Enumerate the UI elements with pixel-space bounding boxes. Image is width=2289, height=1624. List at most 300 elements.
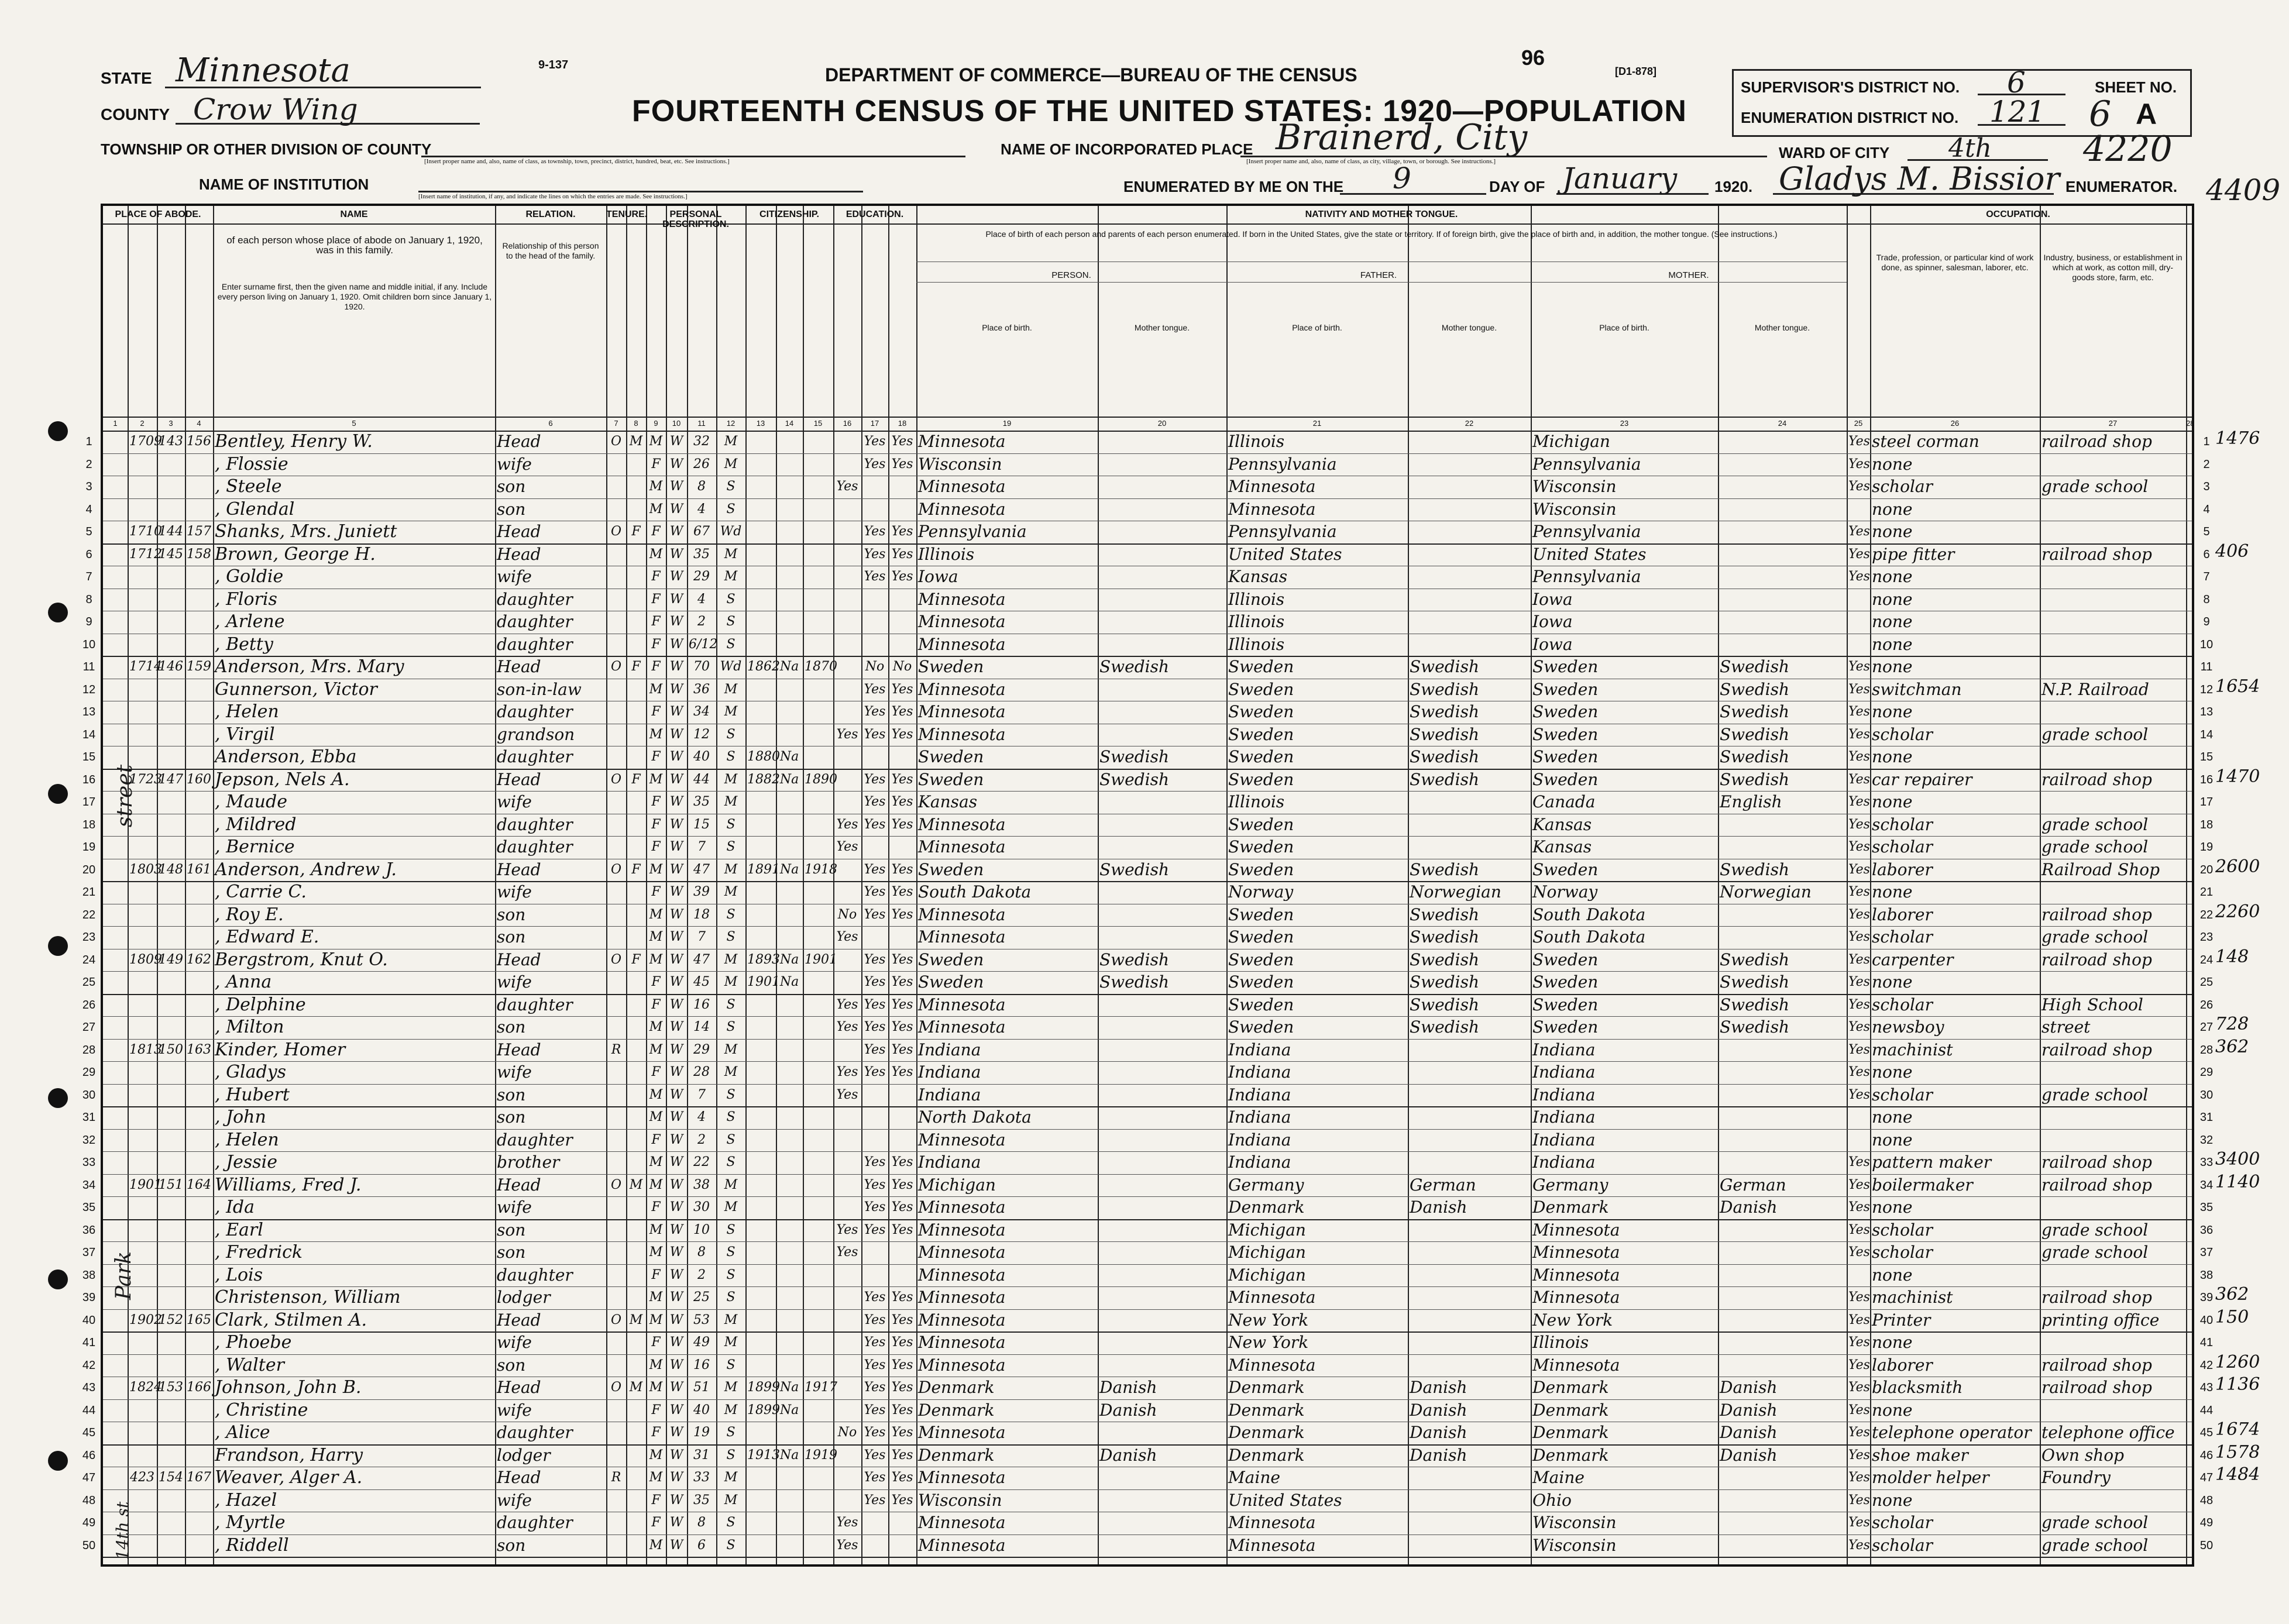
- row-number: 45: [82, 1426, 96, 1439]
- cell-sex: F: [651, 636, 661, 652]
- cell-sch: Yes: [836, 817, 858, 832]
- cell-ftongue: Swedish: [1410, 702, 1479, 721]
- cell-read: Yes: [864, 1155, 886, 1169]
- cell-race: W: [669, 727, 683, 742]
- row-number: 16: [82, 773, 96, 786]
- cell-pob: Minnesota: [918, 724, 1006, 744]
- cell-rel: Head: [497, 1378, 541, 1397]
- cell-mpob: Iowa: [1532, 589, 1573, 609]
- cell-sex: M: [649, 1357, 663, 1372]
- cell-sex: F: [651, 1200, 661, 1214]
- cell-house: 1710: [129, 524, 162, 539]
- cell-mpob: Maine: [1532, 1468, 1585, 1487]
- cell-race: W: [669, 1492, 683, 1508]
- cell-rel: daughter: [497, 612, 573, 631]
- cell-mar: S: [726, 749, 735, 764]
- cell-write: Yes: [891, 546, 913, 562]
- side-note-street: street: [113, 764, 138, 828]
- father-header: FATHER.: [1360, 270, 1397, 280]
- cell-age: 8: [697, 1515, 706, 1530]
- cell-occ: none: [1872, 499, 1913, 519]
- row-number: 26: [82, 998, 96, 1011]
- column-number: 10: [672, 419, 681, 428]
- row-number: 31: [82, 1111, 96, 1124]
- cell-age: 8: [697, 1245, 706, 1260]
- cell-read: Yes: [864, 434, 886, 449]
- name-description: of each person whose place of abode on January 1, 1920, was in this family.: [226, 235, 483, 256]
- cell-ind: railroad shop: [2041, 1355, 2152, 1375]
- cell-imm: 1901: [747, 975, 780, 989]
- cell-name: , Phoebe: [215, 1332, 292, 1353]
- cell-name: , Floris: [215, 589, 277, 610]
- cell-rel: son: [497, 1017, 526, 1037]
- cell-race: W: [669, 479, 683, 494]
- cell-read: Yes: [864, 1492, 886, 1508]
- cell-write: Yes: [891, 1065, 913, 1079]
- cell-mpob: Indiana: [1532, 1062, 1596, 1082]
- cell-name: Williams, Fred J.: [215, 1174, 362, 1195]
- department-heading: DEPARTMENT OF COMMERCE—BUREAU OF THE CENSUS: [825, 64, 1357, 85]
- cell-rel: daughter: [497, 634, 573, 654]
- cell-fpob: Sweden: [1228, 657, 1294, 676]
- row-number: 29: [82, 1066, 96, 1079]
- row-number-right: 22: [2199, 908, 2214, 921]
- cell-mpob: Sweden: [1532, 859, 1599, 879]
- cell-eng: Yes: [1848, 659, 1870, 674]
- cell-mar: M: [724, 1200, 738, 1214]
- cell-ind: grade school: [2041, 477, 2149, 496]
- column-number: 25: [1854, 419, 1863, 428]
- cell-eng: Yes: [1848, 456, 1870, 472]
- cell-race: W: [669, 930, 683, 944]
- column-number: 22: [1465, 419, 1474, 428]
- cell-rel: wife: [497, 882, 532, 902]
- cell-fpob: Illinois: [1228, 792, 1285, 811]
- cell-eng: Yes: [1848, 479, 1870, 494]
- census-table: [82, 204, 2260, 1567]
- cell-eng: Yes: [1848, 546, 1870, 562]
- cell-mpob: Sweden: [1532, 972, 1599, 992]
- margin-code: 1674: [2215, 1419, 2260, 1440]
- cell-mtongue: Swedish: [1720, 747, 1789, 766]
- cell-name: , Glendal: [215, 498, 295, 519]
- margin-code: 2600: [2215, 856, 2260, 877]
- cell-fpob: New York: [1228, 1310, 1309, 1330]
- cell-rel: daughter: [497, 1265, 573, 1285]
- enumeration-month: January: [1562, 161, 1678, 195]
- cell-imm: 1899: [747, 1402, 780, 1417]
- cell-house: 1901: [129, 1177, 162, 1192]
- cell-ftongue: Swedish: [1410, 904, 1479, 924]
- cell-mpob: Illinois: [1532, 1333, 1589, 1352]
- cell-race: W: [669, 975, 683, 989]
- cell-fpob: Germany: [1228, 1175, 1304, 1195]
- cell-occ: none: [1872, 702, 1913, 721]
- cell-mpob: Sweden: [1532, 1017, 1599, 1037]
- cell-rel: lodger: [497, 1288, 551, 1307]
- cell-name: , Christine: [215, 1399, 308, 1420]
- cell-mpob: Wisconsin: [1532, 1535, 1617, 1555]
- cell-pob: Sweden: [918, 657, 984, 676]
- cell-name: , Milton: [215, 1017, 284, 1037]
- cell-mar: M: [724, 569, 738, 584]
- cell-sex: M: [649, 952, 663, 967]
- cell-age: 16: [693, 1357, 710, 1372]
- row-number: 20: [82, 863, 96, 876]
- cell-mpob: Denmark: [1532, 1423, 1609, 1442]
- cell-age: 49: [693, 1335, 710, 1350]
- cell-age: 19: [693, 1425, 710, 1440]
- cell-fpob: Denmark: [1228, 1445, 1305, 1465]
- cell-age: 2: [697, 1267, 706, 1282]
- cell-read: Yes: [864, 1357, 886, 1372]
- cell-mpob: Minnesota: [1532, 1220, 1620, 1240]
- cell-own: R: [611, 1470, 621, 1485]
- cell-fpob: Sweden: [1228, 724, 1294, 744]
- cell-mpob: Sweden: [1532, 657, 1599, 676]
- row-number-right: 41: [2199, 1336, 2214, 1349]
- cell-mort: M: [629, 1380, 643, 1395]
- cell-rel: daughter: [497, 814, 573, 834]
- cell-rel: daughter: [497, 1423, 573, 1442]
- cell-read: Yes: [864, 885, 886, 899]
- cell-ftongue: Danish: [1410, 1445, 1467, 1465]
- cell-age: 38: [693, 1177, 710, 1192]
- cell-write: Yes: [891, 1222, 913, 1237]
- place-label: NAME OF INCORPORATED PLACE: [1001, 140, 1253, 158]
- cell-eng: Yes: [1848, 862, 1870, 877]
- cell-dwell: 146: [159, 659, 183, 674]
- cell-occ: laborer: [1872, 904, 1933, 924]
- cell-name: , Carrie C.: [215, 882, 307, 902]
- cell-fpob: Sweden: [1228, 904, 1294, 924]
- cell-read: Yes: [864, 1020, 886, 1034]
- row-number: 39: [82, 1291, 96, 1304]
- cell-fpob: Indiana: [1228, 1062, 1291, 1082]
- cell-write: Yes: [891, 1425, 913, 1440]
- row-number: 14: [82, 728, 96, 741]
- column-group-5: CITIZENSHIP.: [759, 209, 819, 219]
- mother-header: MOTHER.: [1668, 270, 1709, 280]
- row-number-right: 48: [2199, 1494, 2214, 1507]
- cell-mar: S: [726, 1020, 735, 1034]
- column-number: 4: [197, 419, 201, 428]
- column-number: 27: [2108, 419, 2118, 428]
- cell-name: , Lois: [215, 1264, 263, 1285]
- cell-name: , Anna: [215, 972, 272, 992]
- cell-race: W: [669, 839, 683, 854]
- cell-fpob: United States: [1228, 544, 1342, 564]
- cell-nat: Na: [779, 1380, 799, 1395]
- cell-read: Yes: [864, 1335, 886, 1350]
- cell-race: W: [669, 1425, 683, 1440]
- cell-race: W: [669, 1537, 683, 1553]
- cell-mtongue: Swedish: [1720, 724, 1789, 744]
- row-number-right: 37: [2199, 1246, 2214, 1259]
- cell-imm: 1893: [747, 952, 780, 967]
- cell-mar: S: [726, 1357, 735, 1372]
- cell-pob: Minnesota: [918, 995, 1006, 1014]
- row-number-right: 40: [2199, 1313, 2214, 1327]
- cell-occ: machinist: [1872, 1040, 1953, 1059]
- cell-mpob: Minnesota: [1532, 1265, 1620, 1285]
- cell-race: W: [669, 907, 683, 922]
- row-number-right: 32: [2199, 1133, 2214, 1147]
- cell-mpob: Wisconsin: [1532, 1513, 1617, 1532]
- cell-sex: F: [651, 524, 661, 539]
- cell-write: Yes: [891, 1357, 913, 1372]
- column-number: 19: [1002, 419, 1012, 428]
- cell-mar: S: [726, 636, 735, 652]
- column-number: 21: [1312, 419, 1322, 428]
- cell-fpob: Maine: [1228, 1468, 1280, 1487]
- cell-sex: F: [651, 659, 661, 674]
- cell-fpob: Sweden: [1228, 814, 1294, 834]
- column-group-2: RELATION.: [525, 209, 576, 219]
- cell-read: Yes: [864, 862, 886, 877]
- cell-mpob: Indiana: [1532, 1040, 1596, 1059]
- cell-mpob: Kansas: [1532, 837, 1592, 856]
- cell-mort: F: [631, 772, 641, 787]
- sheet-stamp: 96: [1521, 46, 1545, 70]
- cell-pob: Minnesota: [918, 904, 1006, 924]
- cell-name: , Steele: [215, 476, 282, 497]
- cell-mpob: Michigan: [1532, 432, 1610, 451]
- cell-mpob: Iowa: [1532, 612, 1573, 631]
- cell-eng: Yes: [1848, 1222, 1870, 1237]
- column-group-6: EDUCATION.: [846, 209, 904, 219]
- cell-write: Yes: [891, 997, 913, 1012]
- cell-rel: daughter: [497, 837, 573, 856]
- cell-nat: Na: [779, 952, 799, 967]
- cell-fpob: Illinois: [1228, 612, 1285, 631]
- cell-rel: wife: [497, 454, 532, 474]
- column-number: 8: [634, 419, 638, 428]
- cell-ind: grade school: [2041, 837, 2149, 856]
- cell-race: W: [669, 659, 683, 674]
- cell-occ: laborer: [1872, 859, 1933, 879]
- cell-mort: M: [629, 434, 643, 449]
- cell-occ: scholar: [1872, 814, 1933, 834]
- cell-age: 31: [693, 1447, 710, 1463]
- cell-sex: F: [651, 749, 661, 764]
- cell-sex: F: [651, 975, 661, 989]
- cell-age: 29: [693, 569, 710, 584]
- row-number: 1: [85, 435, 92, 448]
- cell-nat: Na: [779, 862, 799, 877]
- cell-fpob: Indiana: [1228, 1085, 1291, 1105]
- cell-fpob: Norway: [1228, 882, 1294, 902]
- cell-sex: M: [649, 907, 663, 922]
- cell-sex: M: [649, 682, 663, 697]
- cell-fpob: Denmark: [1228, 1423, 1305, 1442]
- cell-mpob: Sweden: [1532, 949, 1599, 969]
- row-number: 4: [85, 503, 92, 516]
- row-number: 33: [82, 1156, 96, 1169]
- cell-race: W: [669, 1087, 683, 1102]
- cell-sex: F: [651, 456, 661, 472]
- cell-sch: Yes: [836, 1087, 858, 1102]
- cell-tongue: Swedish: [1099, 949, 1169, 969]
- cell-sex: M: [649, 930, 663, 944]
- row-number-right: 25: [2199, 976, 2214, 989]
- cell-read: Yes: [864, 907, 886, 922]
- cell-mpob: Canada: [1532, 792, 1596, 811]
- cell-race: W: [669, 1470, 683, 1485]
- cell-fpob: Pennsylvania: [1228, 454, 1337, 474]
- cell-write: No: [892, 659, 912, 674]
- cell-age: 33: [693, 1470, 710, 1485]
- side-note-park: Park: [112, 1251, 136, 1300]
- cell-fam: 165: [187, 1312, 211, 1327]
- cell-write: Yes: [891, 524, 913, 539]
- punch-hole: [48, 1451, 68, 1471]
- cell-mtongue: Swedish: [1720, 679, 1789, 699]
- cell-nat: Na: [779, 659, 799, 674]
- row-number-right: 6: [2203, 548, 2210, 561]
- row-number-right: 45: [2199, 1426, 2214, 1439]
- cell-mar: M: [724, 1470, 738, 1485]
- cell-age: 2: [697, 614, 706, 629]
- cell-write: Yes: [891, 975, 913, 989]
- cell-pob: Minnesota: [918, 679, 1006, 699]
- cell-sex: M: [649, 434, 663, 449]
- cell-mpob: United States: [1532, 544, 1647, 564]
- cell-name: Brown, George H.: [215, 543, 376, 565]
- cell-ind: High School: [2041, 995, 2143, 1014]
- cell-pob: Minnesota: [918, 499, 1006, 519]
- column-number: 1: [113, 419, 118, 428]
- cell-sex: M: [649, 546, 663, 562]
- row-number-right: 14: [2199, 728, 2214, 741]
- cell-eng: Yes: [1848, 839, 1870, 854]
- cell-rel: Head: [497, 859, 541, 879]
- cell-sch: Yes: [836, 839, 858, 854]
- column-group-3: TENURE.: [606, 209, 648, 219]
- cell-rel: son-in-law: [497, 679, 582, 699]
- corner-number-2: 4409: [2206, 173, 2281, 207]
- row-number-right: 44: [2199, 1403, 2214, 1417]
- cell-mtongue: German: [1720, 1175, 1786, 1195]
- cell-dwell: 143: [159, 434, 183, 449]
- cell-age: 70: [693, 659, 710, 674]
- cell-fam: 162: [187, 952, 211, 967]
- cell-eng: Yes: [1848, 682, 1870, 697]
- cell-fpob: Sweden: [1228, 995, 1294, 1014]
- cell-name: , Arlene: [215, 611, 285, 632]
- cell-house: 1809: [129, 952, 162, 967]
- cell-race: W: [669, 456, 683, 472]
- cell-write: Yes: [891, 1177, 913, 1192]
- form-number: 9-137: [538, 59, 569, 71]
- cell-pob: Kansas: [918, 792, 978, 811]
- cell-sex: M: [649, 1380, 663, 1395]
- row-number-right: 36: [2199, 1223, 2214, 1237]
- cell-write: Yes: [891, 952, 913, 967]
- cell-ind: grade school: [2041, 1513, 2149, 1532]
- cell-write: Yes: [891, 569, 913, 584]
- state-label: STATE: [101, 69, 152, 87]
- cell-read: Yes: [864, 1402, 886, 1417]
- cell-sex: M: [649, 1245, 663, 1260]
- cell-dwell: 147: [159, 772, 183, 787]
- cell-pob: South Dakota: [918, 882, 1032, 902]
- cell-mar: S: [726, 1425, 735, 1440]
- cell-sex: F: [651, 1132, 661, 1147]
- cell-sex: F: [651, 997, 661, 1012]
- cell-pob: Minnesota: [918, 1220, 1006, 1240]
- year-label: 1920.: [1714, 178, 1753, 195]
- cell-read: Yes: [864, 1042, 886, 1057]
- cell-house: 1723: [129, 772, 162, 787]
- cell-occ: scholar: [1872, 1085, 1933, 1105]
- cell-pob: Minnesota: [918, 702, 1006, 721]
- cell-pob: Minnesota: [918, 1288, 1006, 1307]
- cell-eng: Yes: [1848, 975, 1870, 989]
- cell-eng: Yes: [1848, 1290, 1870, 1305]
- column-number: 6: [548, 419, 553, 428]
- column-number: 2: [140, 419, 145, 428]
- cell-mtongue: Swedish: [1720, 995, 1789, 1014]
- row-number: 28: [82, 1043, 96, 1057]
- row-number: 36: [82, 1223, 96, 1237]
- row-number-right: 34: [2199, 1178, 2214, 1192]
- institution-label: NAME OF INSTITUTION: [199, 176, 369, 193]
- cell-occ: none: [1872, 972, 1913, 992]
- cell-house: 1902: [129, 1312, 162, 1327]
- cell-mar: S: [726, 1515, 735, 1530]
- cell-ind: railroad shop: [2041, 769, 2152, 789]
- cell-pob: Denmark: [918, 1400, 995, 1420]
- cell-fpob: Kansas: [1228, 567, 1288, 586]
- cell-mtongue: English: [1720, 792, 1782, 811]
- margin-code: 2260: [2215, 901, 2260, 922]
- cell-fpob: Minnesota: [1228, 1355, 1316, 1375]
- cell-occ: none: [1872, 634, 1913, 654]
- cell-fpob: Sweden: [1228, 837, 1294, 856]
- cell-eng: Yes: [1848, 1357, 1870, 1372]
- cell-race: W: [669, 1267, 683, 1282]
- cell-mort: M: [629, 1312, 643, 1327]
- row-number-right: 19: [2199, 841, 2214, 854]
- cell-imm: 1882: [747, 772, 780, 787]
- cell-rel: daughter: [497, 589, 573, 609]
- cell-mtongue: Swedish: [1720, 949, 1789, 969]
- cell-occ: shoe maker: [1872, 1445, 1968, 1465]
- cell-name: , Flossie: [215, 453, 288, 474]
- cell-eng: Yes: [1848, 1200, 1870, 1214]
- cell-pob: Sweden: [918, 949, 984, 969]
- cell-race: W: [669, 817, 683, 832]
- cell-fpob: Minnesota: [1228, 499, 1316, 519]
- cell-write: Yes: [891, 885, 913, 899]
- cell-ind: grade school: [2041, 1535, 2149, 1555]
- cell-name: , Hazel: [215, 1489, 277, 1511]
- cell-pob: Minnesota: [918, 612, 1006, 631]
- cell-rel: Head: [497, 1040, 541, 1059]
- cell-eng: Yes: [1848, 1042, 1870, 1057]
- cell-name: Weaver, Alger A.: [215, 1467, 363, 1488]
- cell-rel: daughter: [497, 702, 573, 721]
- cell-tongue: Swedish: [1099, 859, 1169, 879]
- cell-eng: Yes: [1848, 997, 1870, 1012]
- cell-dwell: 144: [159, 524, 183, 539]
- cell-nat: Na: [779, 1447, 799, 1463]
- cell-mar: M: [724, 456, 738, 472]
- enumeration-day: 9: [1393, 161, 1411, 195]
- cell-rel: Head: [497, 1468, 541, 1487]
- cell-pob: Indiana: [918, 1062, 981, 1082]
